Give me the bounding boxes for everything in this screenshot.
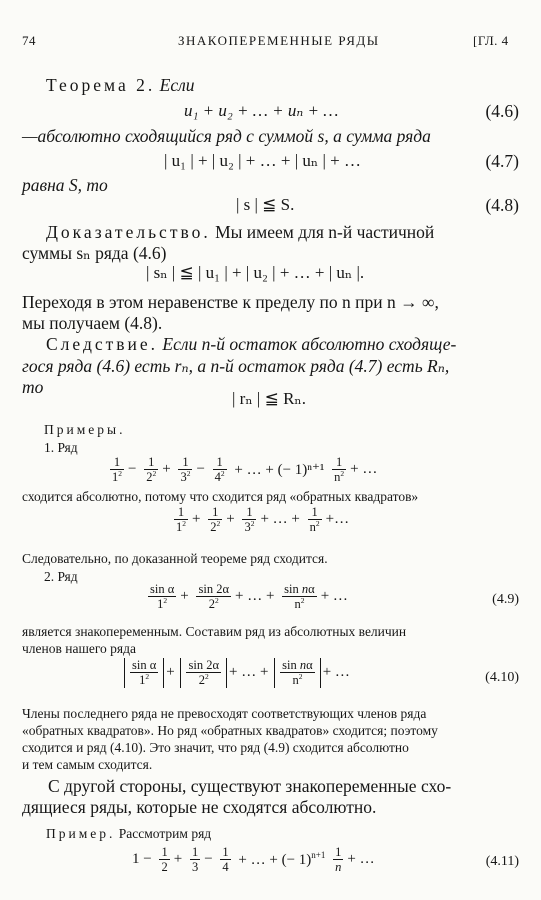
theorem-label: Теорема 2. (46, 75, 156, 95)
equation-4-6: u₁ + u₂ + … + uₙ + … (184, 101, 339, 120)
corollary-formula: | rₙ | ≦ Rₙ. (232, 389, 307, 408)
equation-4-11: 1 − $\frac{1}{2}$ + $\frac{1}{3}$ − $\frac{1}{4}$ + … + (− 1)$^{n+1}$ $\frac{1}{n}$ + … (132, 845, 375, 875)
equation-4-9: $\frac{\text{sin α}}{1^2}$ + $\frac{\sin 2\alpha}{2^2}$ + … + $\frac{\text{sin nα}}{n^2}$ + … (150, 582, 348, 612)
corollary-text-1: Если n-й остаток абсолютно сходяще- (162, 334, 457, 354)
examples-heading: Примеры. (44, 422, 126, 437)
equation-number-4-6: (4.6) (485, 101, 519, 121)
proof-line-2: суммы sₙ ряда (4.6) (22, 243, 167, 263)
example-2-text-2: членов нашего ряда (22, 641, 136, 656)
example-2-text-1: является знакопеременным. Составим ряд из абсолютных величин (22, 624, 407, 639)
paragraph-line-4: и тем самым сходится. (22, 757, 153, 772)
final-example-label: Пример. (46, 826, 116, 841)
conclusion-1: Следовательно, по доказанной теореме ряд сходится. (22, 551, 328, 566)
example-1-text: сходится абсолютно, потому что сходится ряд «обратных квадратов» (22, 489, 419, 504)
paragraph-line-3: сходится и ряд (4.10). Это значит, что ряд (4.9) сходится абсолютно (22, 740, 409, 755)
equation-4-7: | u₁ | + | u₂ | + … + | uₙ | + … (164, 151, 361, 170)
example-2-label: 2. Ряд (44, 569, 78, 584)
equation-number-4-9: (4.9) (492, 592, 519, 607)
equals-line: равна S, то (22, 175, 108, 195)
corollary-label: Следствие. (46, 334, 159, 354)
other-side-line-2: дящиеся ряды, которые не сходятся абсолютно. (22, 797, 377, 817)
limit-line-1: Переходя в этом неравенстве к пределу по n при n → ∞, (22, 292, 439, 312)
final-example-text: Рассмотрим ряд (118, 826, 212, 841)
example-1-series: $\frac{1}{1^2}$ − $\frac{1}{2^2}$ + $\frac{1}{3^2}$ − $\frac{1}{4^2}$ + … + (− 1)ⁿ⁺¹ $\frac{1}{n^2}$ + … (112, 455, 378, 485)
running-title: ЗНАКОПЕРЕМЕННЫЕ РЯДЫ (178, 33, 380, 48)
partial-sum-inequality: | sₙ | ≦ | u₁ | + | u₂ | + … + | uₙ |. (146, 263, 365, 282)
equation-4-8: | s | ≦ S. (236, 195, 295, 214)
proof-text: Мы имеем для n-й частичной (215, 222, 435, 242)
example-1-tail: + … + (− 1)ⁿ⁺¹ (234, 462, 325, 479)
example-1-label: 1. Ряд (44, 440, 78, 455)
limit-line-2: мы получаем (4.8). (22, 313, 163, 333)
proof-label: Доказательство. (46, 222, 211, 242)
proof-line (22, 222, 519, 243)
equation-number-4-8: (4.8) (485, 195, 519, 215)
equation-number-4-10: (4.10) (485, 670, 519, 685)
corollary-line-3: то (22, 377, 44, 397)
equation-number-4-11: (4.11) (485, 854, 519, 869)
corollary-line-2: гося ряда (4.6) есть rₙ, а n-й остаток ряда (4.7) есть Rₙ, (22, 356, 450, 376)
paragraph-line-2: «обратных квадратов». Но ряд «обратных квадратов» сходится; поэтому (22, 723, 438, 738)
final-example-line (46, 826, 519, 842)
corollary-line-1 (22, 334, 519, 355)
absolute-line: —абсолютно сходящийся ряд с суммой s, а сумма ряда (22, 126, 431, 146)
theorem-lead: Если (159, 75, 195, 95)
equation-number-4-7: (4.7) (485, 151, 519, 171)
page-number: 74 (22, 33, 36, 48)
equation-4-10: $\frac{\text{sin α}}{1^2}$ + $\frac{\sin 2\alpha}{2^2}$ + … + $\frac{\text{sin nα}}{n^2}$ + … (124, 658, 352, 688)
other-side-line-1: С другой стороны, существуют знакопеременные схо- (48, 776, 452, 796)
theorem-line (22, 75, 519, 96)
reciprocal-squares-series: $\frac{1}{1^2}$ + $\frac{1}{2^2}$ + $\frac{1}{3^2}$ + … + $\frac{1}{n^2}$ +… (176, 505, 350, 535)
paragraph-line-1: Члены последнего ряда не превосходят соответствующих членов ряда (22, 706, 427, 721)
chapter-marker: [ГЛ. 4 (473, 33, 509, 48)
